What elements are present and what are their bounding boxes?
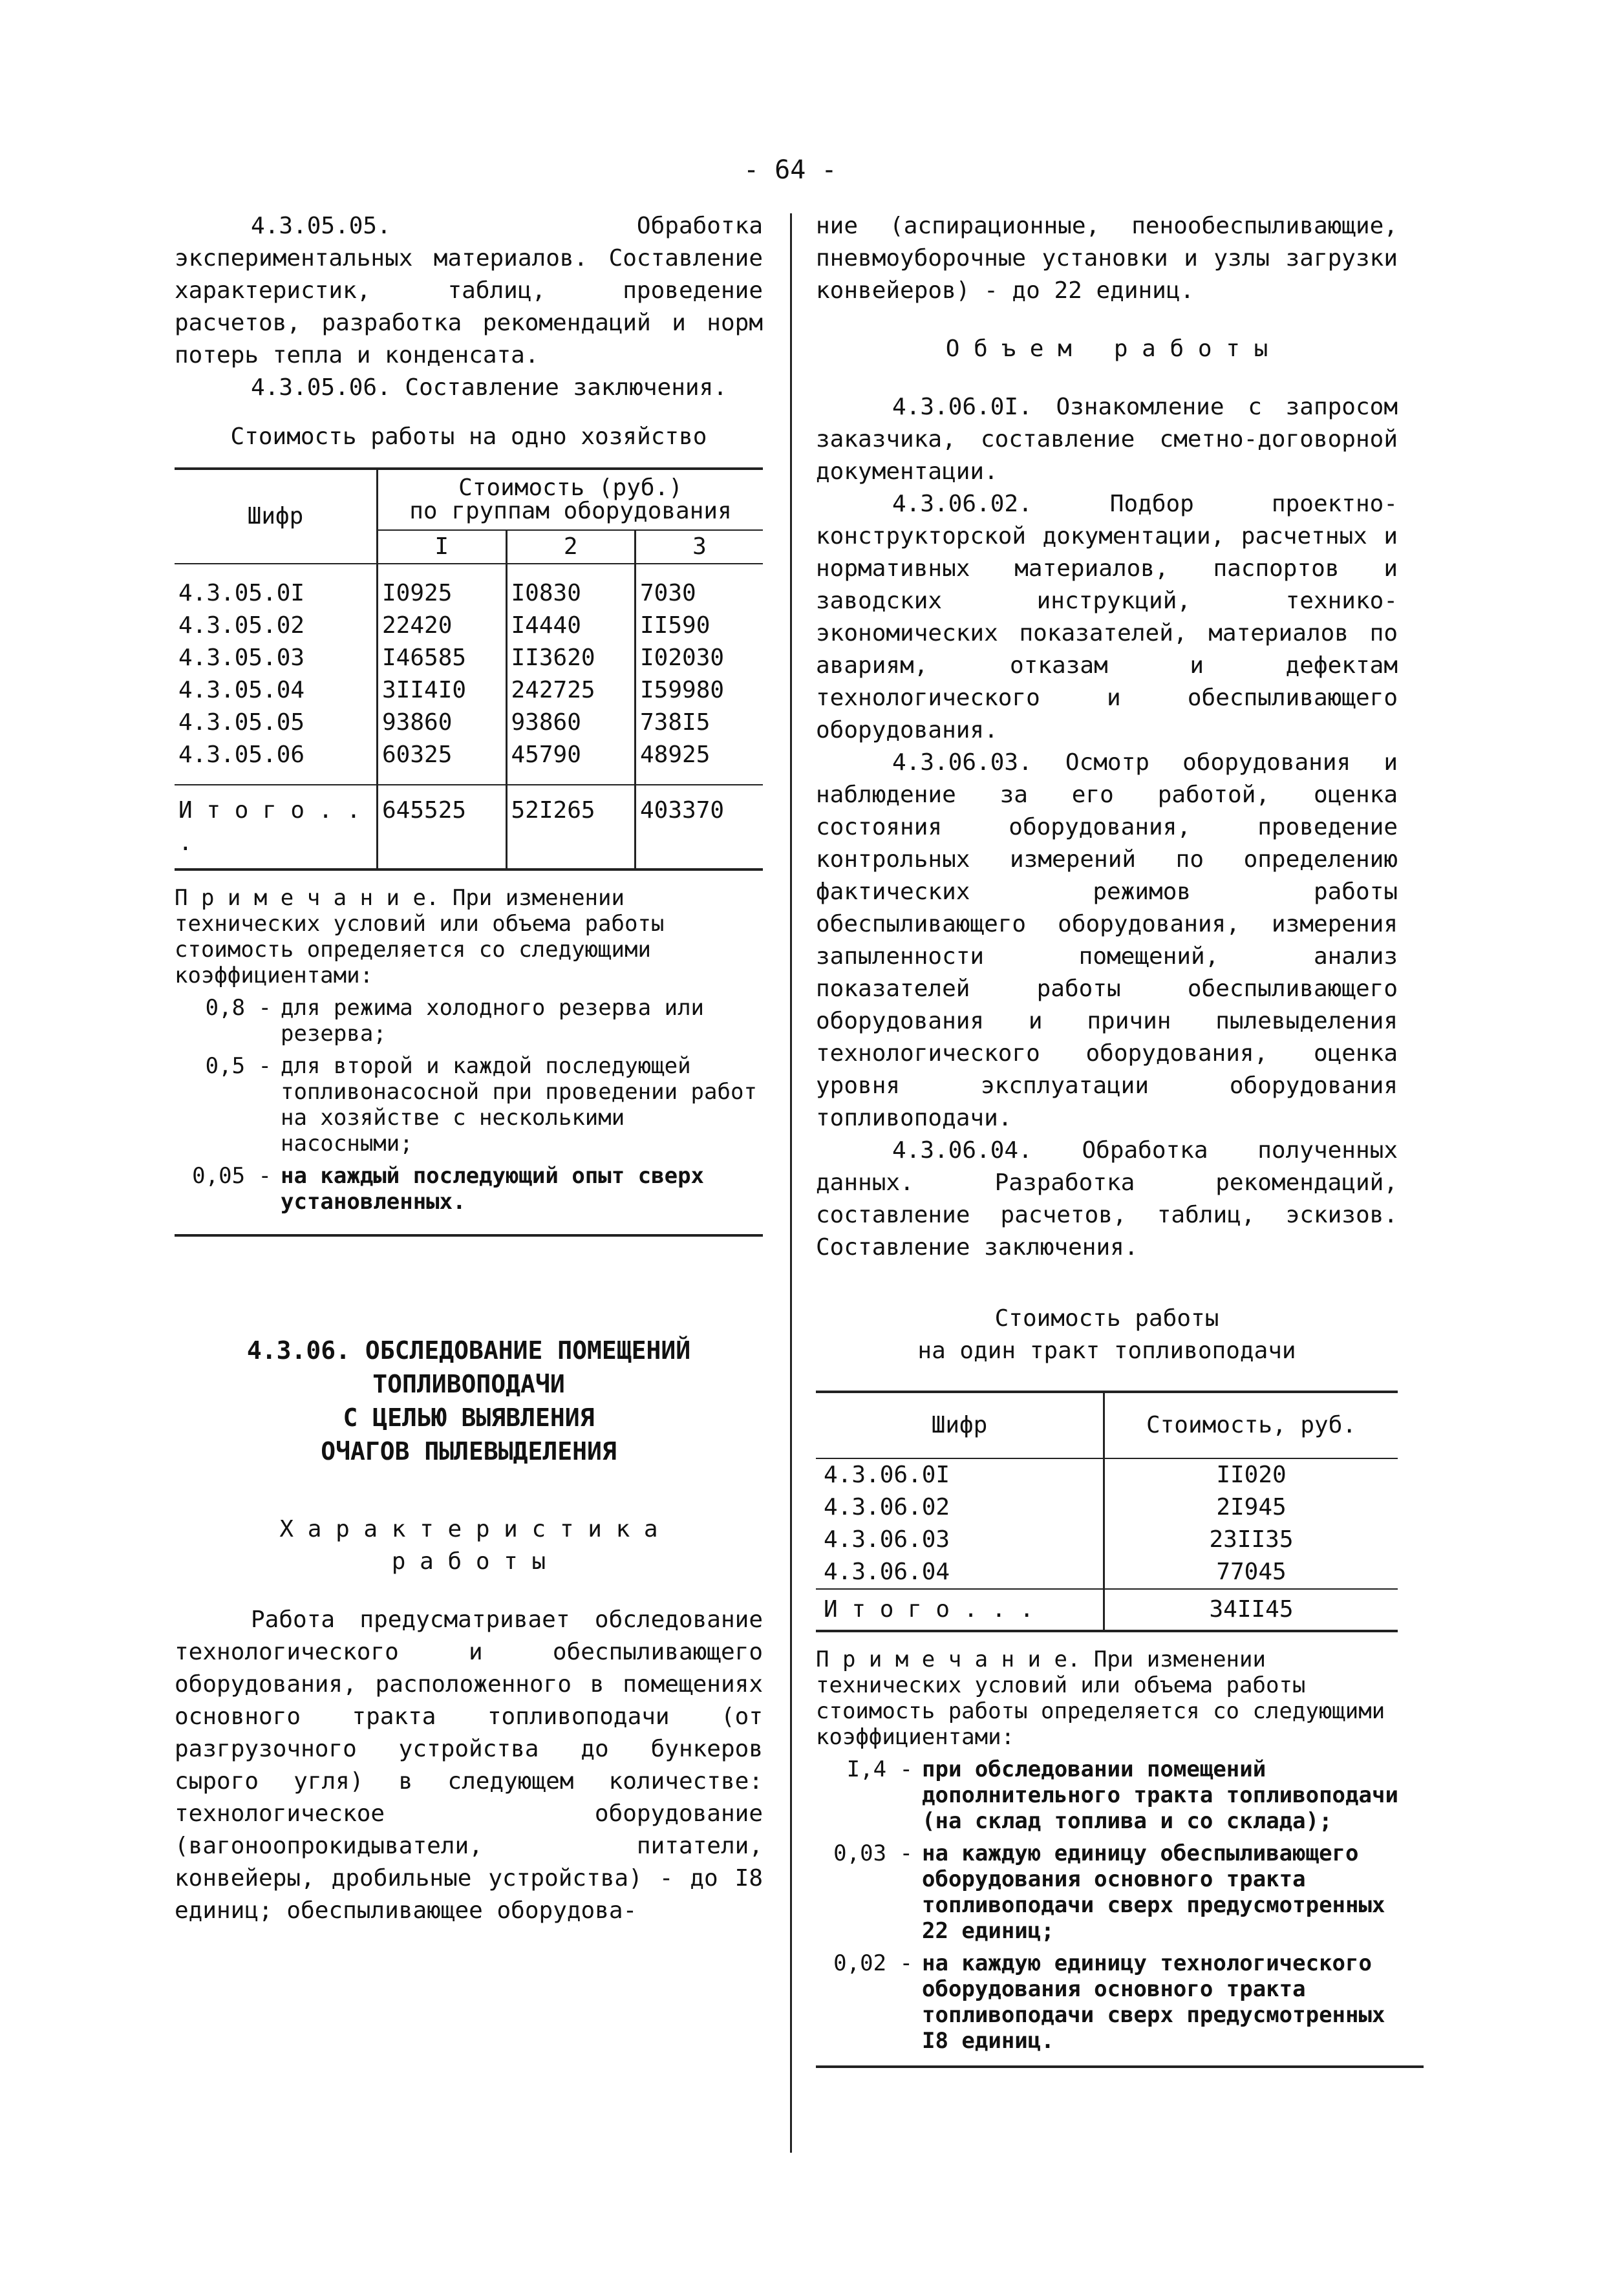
col-header-group-2: 2 xyxy=(506,530,636,564)
section-title xyxy=(175,1334,763,1468)
left-column xyxy=(175,210,763,1927)
row-group-1: I46585 xyxy=(378,642,507,674)
characteristic-title-line: Х а р а к т е р и с т и к а xyxy=(279,1516,658,1542)
note-item xyxy=(175,1053,763,1157)
table-row xyxy=(175,707,763,739)
row-cost: 23II35 xyxy=(1104,1524,1398,1556)
row-code: 4.3.05.02 xyxy=(178,612,305,639)
row-group-3: II590 xyxy=(636,610,764,642)
note-coefficient: 0,5 - xyxy=(205,1053,272,1079)
table-row xyxy=(175,577,763,610)
note-text: при обследовании помещений дополнительного тракта топливоподачи (на склад топлива и со склада); xyxy=(922,1756,1398,1834)
table-row xyxy=(816,1491,1398,1524)
section-rule xyxy=(816,2065,1424,2068)
col-header-group-1: I xyxy=(378,530,507,564)
row-code: 4.3.06.02 xyxy=(824,1494,950,1520)
row-group-2: 45790 xyxy=(506,739,636,771)
row-group-1: I0925 xyxy=(378,577,507,610)
table-row xyxy=(816,1458,1398,1491)
row-code: 4.3.05.03 xyxy=(178,645,305,671)
paragraph-4-3-05-05: 4.3.05.05. Обработка экспериментальных материалов. Составление характеристик, таблиц, проведение расчетов, разработка рекомендаций и норм потерь тепла и конденсата. xyxy=(175,213,763,368)
row-code: 4.3.06.04 xyxy=(824,1559,950,1585)
note-coefficient: 0,02 - xyxy=(833,1950,913,1976)
section-title-line: С ЦЕЛЬЮ ВЫЯВЛЕНИЯ xyxy=(343,1403,595,1432)
col-header-cost-line2: по группам оборудования xyxy=(409,498,732,524)
row-group-2: II3620 xyxy=(506,642,636,674)
note-item xyxy=(816,1840,1411,1944)
row-group-2: 93860 xyxy=(506,707,636,739)
row-code: 4.3.05.04 xyxy=(178,677,305,703)
note-head: П р и м е ч а н и е. При изменении технических условий или объема работы стоимость определяется со следующими коэффициентами: xyxy=(175,885,665,988)
section-rule xyxy=(175,1234,763,1237)
table-row xyxy=(175,739,763,771)
paragraph-continuation: ние (аспирационные, пенообеспыливающие, пневмоуборочные установки и узлы загрузки конвейеров) - до 22 единиц. xyxy=(816,213,1398,304)
note-item xyxy=(175,1163,763,1215)
table-row xyxy=(175,642,763,674)
row-code: 4.3.06.0I xyxy=(824,1462,950,1488)
row-cost: II020 xyxy=(1104,1458,1398,1491)
paragraph-work-description: Работа предусматривает обследование технологического и обеспыливающего оборудования, расположенного в помещениях основного тракта топливоподачи (от разгрузочного устройства до бункеров сырого угля) в следующем количестве: технологическое оборудование (вагоноопрокидыватели, питатели, конвейеры, дробильные устройства) - до I8 единиц; обеспыливающее оборудова- xyxy=(175,1606,763,1924)
cost-table-farm xyxy=(175,467,763,871)
characteristic-title-line: р а б о т ы xyxy=(391,1548,546,1575)
note-text: на каждый последующий опыт сверх установленных. xyxy=(281,1163,705,1215)
row-code: 4.3.05.06 xyxy=(178,741,305,768)
note-text: на каждую единицу технологического оборудования основного тракта топливоподачи сверх предусмотренных I8 единиц. xyxy=(922,1950,1385,2054)
row-group-3: 48925 xyxy=(636,739,764,771)
note-item xyxy=(816,1756,1411,1834)
note-head: П р и м е ч а н и е. При изменении технических условий или объема работы стоимость работы определяется со следующими коэффициентами: xyxy=(816,1647,1385,1750)
table-caption: Стоимость работы на одно хозяйство xyxy=(230,423,707,450)
row-cost: 77045 xyxy=(1104,1556,1398,1589)
section-title-line: ОЧАГОВ ПЫЛЕВЫДЕЛЕНИЯ xyxy=(321,1437,617,1466)
page-number: - 64 - xyxy=(743,155,837,185)
table-total-row xyxy=(816,1589,1398,1631)
row-group-1: 3II4I0 xyxy=(378,674,507,707)
section-title-line: ТОПЛИВОПОДАЧИ xyxy=(372,1370,565,1398)
total-cost: 34II45 xyxy=(1104,1589,1398,1631)
table-row xyxy=(175,674,763,707)
paragraph-4-3-06-03: 4.3.06.03. Осмотр оборудования и наблюдение за его работой, оценка состояния оборудования, проведение контрольных измерений по определению фактических режимов работы обеспыливающего оборудования, измерения запыленности помещений, анализ показателей работы обеспыливающего оборудования и причин пылевыделения технологического оборудования, оценка уровня эксплуатации оборудования топливоподачи. xyxy=(816,749,1398,1131)
note-coefficient: 0,03 - xyxy=(833,1840,913,1866)
note-text: для второй и каждой последующей топливонасосной при проведении работ на хозяйстве с несколькими насосными; xyxy=(281,1053,757,1157)
total-group-1: 645525 xyxy=(378,785,507,869)
row-group-3: I59980 xyxy=(636,674,764,707)
row-group-1: 22420 xyxy=(378,610,507,642)
paragraph-4-3-05-06: 4.3.05.06. Составление заключения. xyxy=(251,374,727,401)
note-coefficient: 0,8 - xyxy=(205,995,272,1021)
row-cost: 2I945 xyxy=(1104,1491,1398,1524)
note-coefficient: I,4 - xyxy=(846,1756,913,1782)
row-group-2: I4440 xyxy=(506,610,636,642)
scope-title: О б ъ е м р а б о т ы xyxy=(945,336,1268,362)
note-item xyxy=(175,995,763,1047)
total-label: И т о г о . . . xyxy=(816,1589,1104,1631)
row-group-1: 60325 xyxy=(378,739,507,771)
note-item xyxy=(816,1950,1411,2054)
table-total-row xyxy=(175,785,763,869)
note-block xyxy=(816,1647,1411,2054)
row-group-3: I02030 xyxy=(636,642,764,674)
paragraph-4-3-06-04: 4.3.06.04. Обработка полученных данных. Разработка рекомендаций, составление расчетов, таблиц, эскизов. Составление заключения. xyxy=(816,1137,1398,1261)
row-code: 4.3.06.03 xyxy=(824,1526,950,1553)
note-text: для режима холодного резерва или резерва; xyxy=(281,995,705,1047)
table-row xyxy=(816,1524,1398,1556)
col-header-code: Шифр xyxy=(175,469,378,564)
paragraph-4-3-06-01: 4.3.06.0I. Ознакомление с запросом заказчика, составление сметно-договорной документации. xyxy=(816,394,1398,485)
note-coefficient: 0,05 - xyxy=(192,1163,272,1189)
row-group-2: 242725 xyxy=(506,674,636,707)
cost-table-tract xyxy=(816,1391,1398,1632)
table-row xyxy=(816,1556,1398,1589)
col-header-code: Шифр xyxy=(816,1392,1104,1458)
col-header-cost xyxy=(378,469,764,530)
table-caption-line: на один тракт топливоподачи xyxy=(917,1338,1296,1364)
row-group-1: 93860 xyxy=(378,707,507,739)
row-code: 4.3.05.05 xyxy=(178,709,305,736)
total-label: И т о г о . . . xyxy=(175,785,378,869)
note-block xyxy=(175,885,763,1215)
total-group-3: 403370 xyxy=(636,785,764,869)
table-caption xyxy=(816,1303,1398,1367)
row-group-3: 738I5 xyxy=(636,707,764,739)
right-column xyxy=(816,210,1398,2068)
column-divider xyxy=(790,213,792,2153)
col-header-cost: Стоимость, руб. xyxy=(1104,1392,1398,1458)
section-title-line: 4.3.06. ОБСЛЕДОВАНИЕ ПОМЕЩЕНИЙ xyxy=(246,1336,691,1365)
col-header-cost-line1: Стоимость (руб.) xyxy=(458,475,683,501)
row-group-3: 7030 xyxy=(636,577,764,610)
paragraph-4-3-06-02: 4.3.06.02. Подбор проектно-конструкторской документации, расчетных и нормативных материалов, паспортов и заводских инструкций, технико-экономических показателей, материалов по авариям, отказам и дефектам технологического и обеспыливающего оборудования. xyxy=(816,491,1398,743)
table-row xyxy=(175,610,763,642)
row-code: 4.3.05.0I xyxy=(178,580,305,606)
note-text: на каждую единицу обеспыливающего оборудования основного тракта топливоподачи сверх предусмотренных 22 единиц; xyxy=(922,1840,1385,1944)
table-caption-line: Стоимость работы xyxy=(994,1305,1219,1332)
col-header-group-3: 3 xyxy=(636,530,764,564)
total-group-2: 52I265 xyxy=(506,785,636,869)
row-group-2: I0830 xyxy=(506,577,636,610)
characteristic-title xyxy=(175,1513,763,1578)
